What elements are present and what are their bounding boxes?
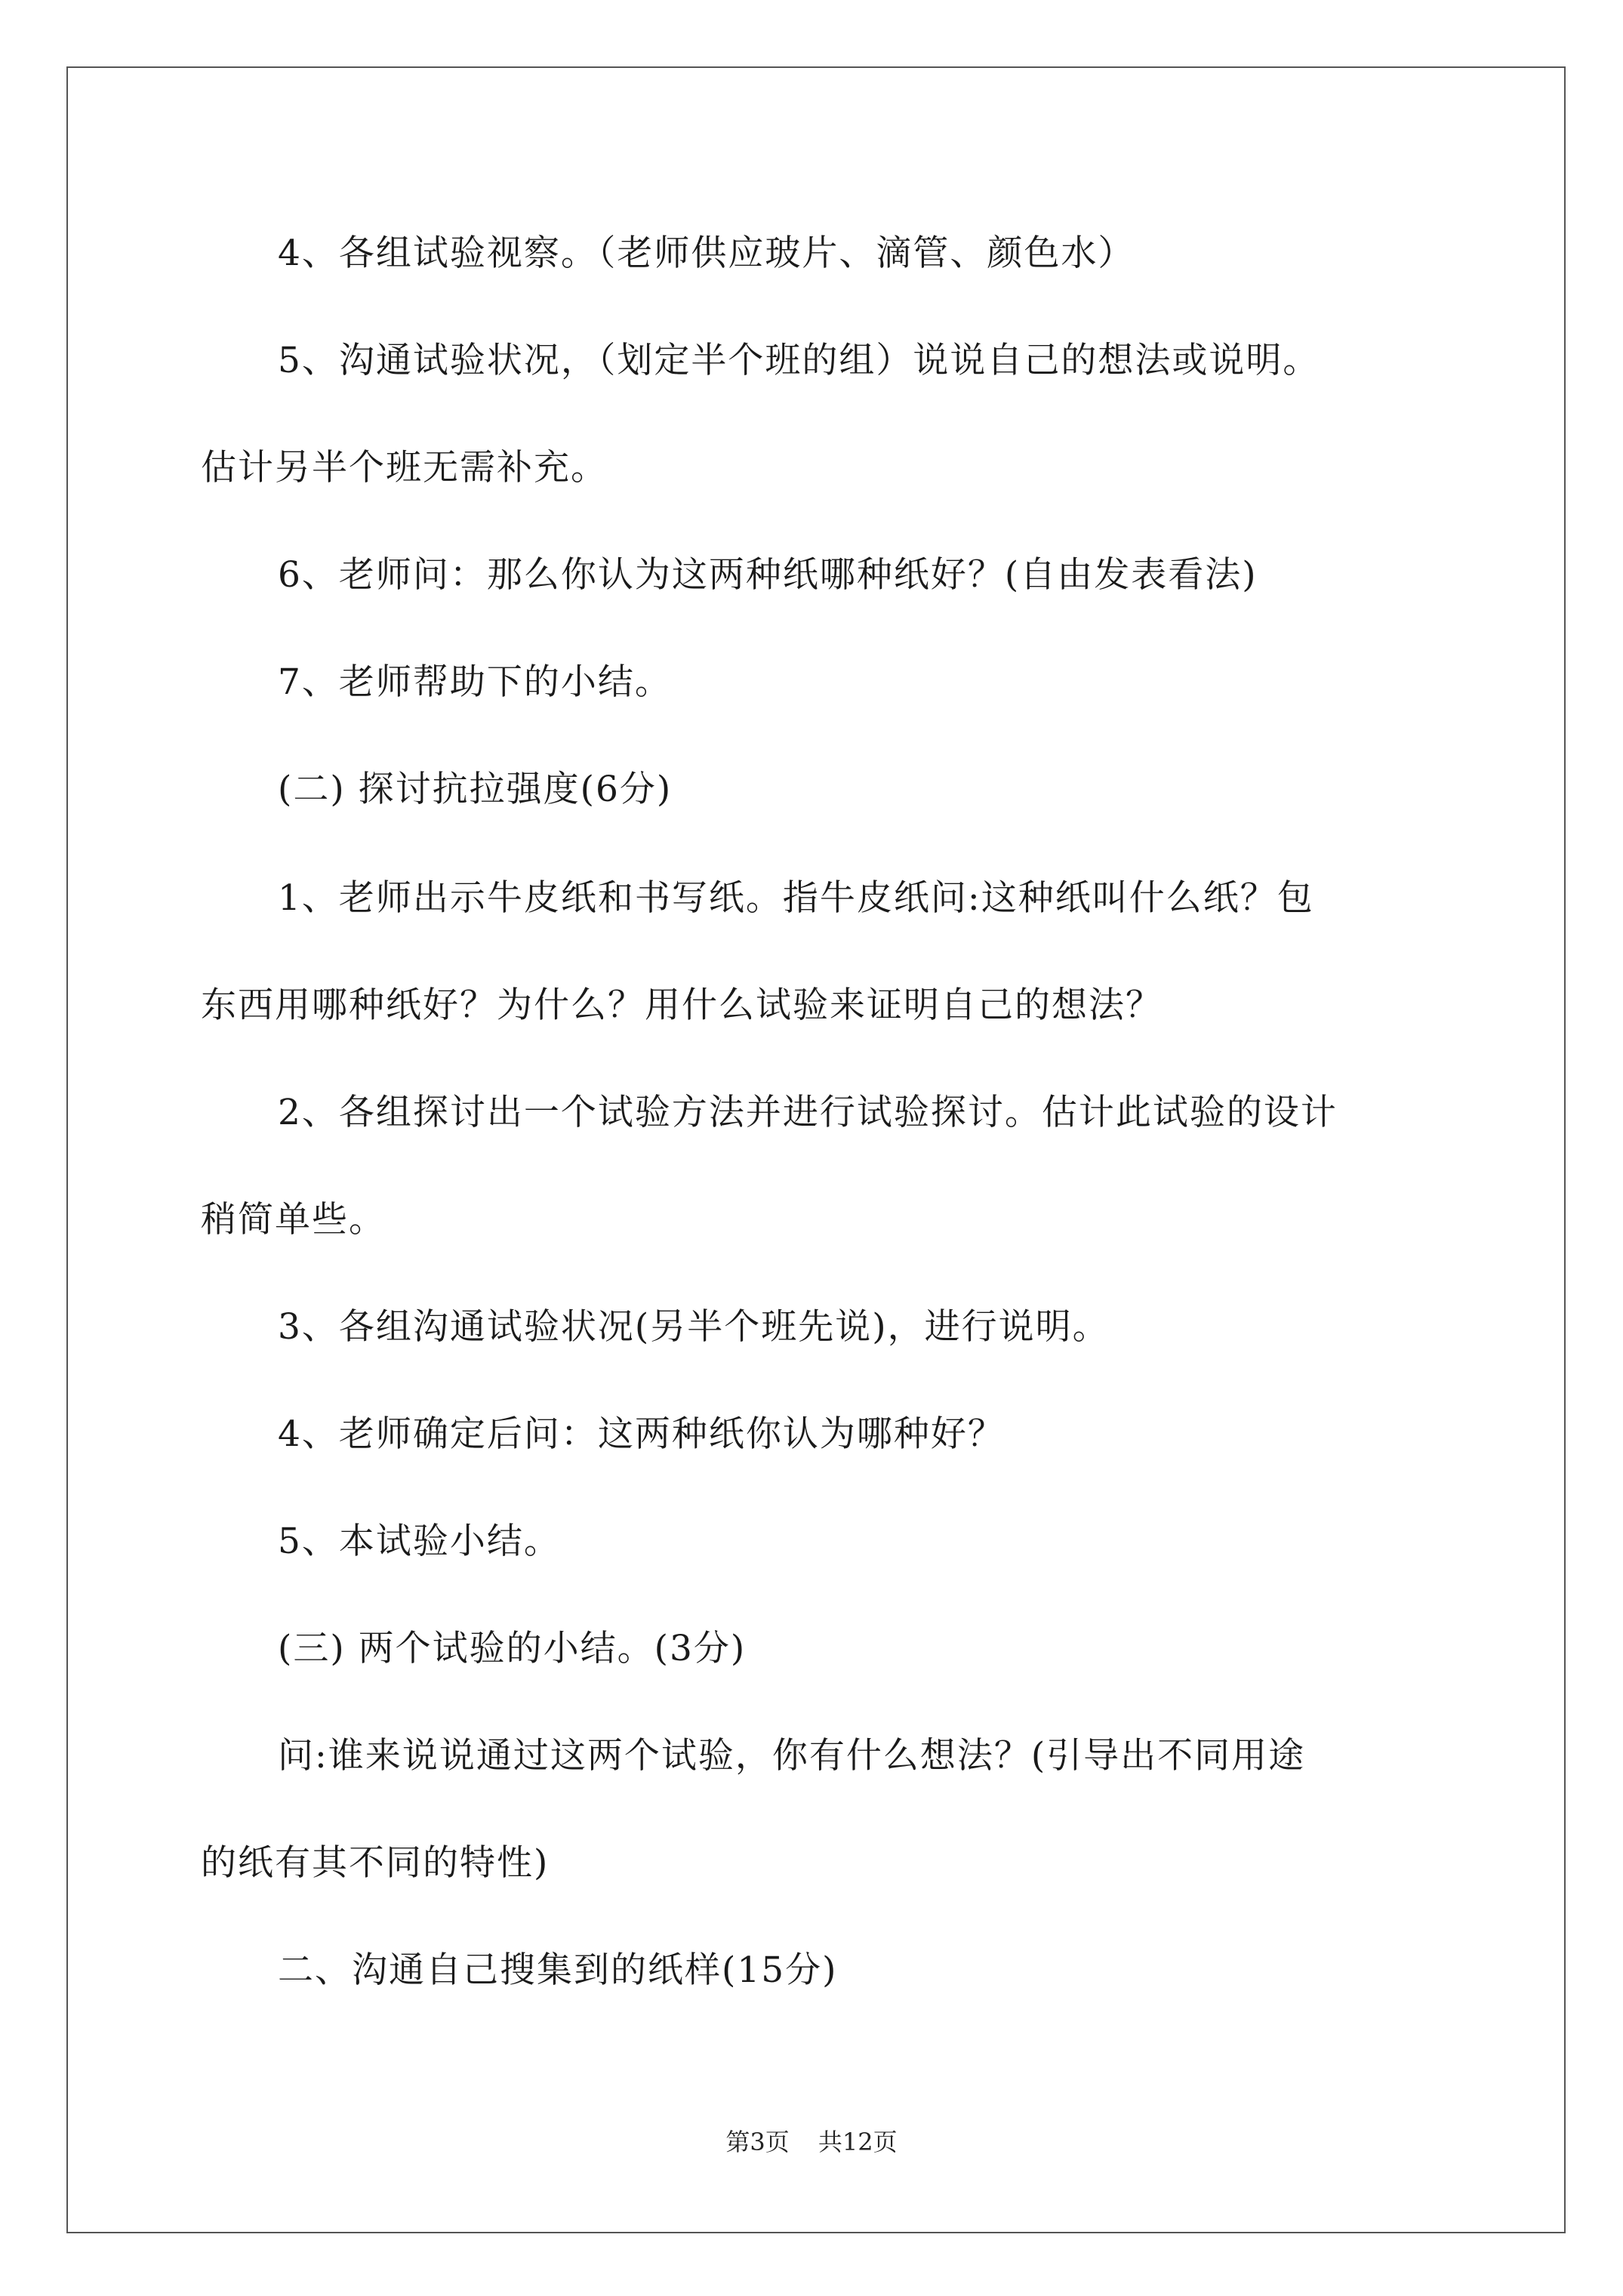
paragraph-line: 估计另半个班无需补充。 [201,447,608,488]
page-border [66,66,1566,2233]
section-heading: (三) 两个试验的小结。(3分) [278,1628,747,1669]
paragraph-line: 7、老师帮助下的小结。 [278,661,672,703]
paragraph-line: 2、各组探讨出一个试验方法并进行试验探讨。估计此试验的设计 [278,1092,1338,1133]
page-footer [0,2127,1623,2157]
paragraph-line: 6、老师问：那么你认为这两种纸哪种纸好？(自由发表看法) [278,554,1258,596]
paragraph-line: 4、老师确定后问：这两种纸你认为哪种好？ [278,1413,1005,1455]
paragraph-line: 3、各组沟通试验状况(另半个班先说)，进行说明。 [278,1306,1110,1348]
paragraph-line: 问:谁来说说通过这两个试验，你有什么想法？(引导出不同用途 [278,1735,1306,1777]
paragraph-line: 5、沟通试验状况，（划定半个班的组）说说自己的想法或说明。 [278,340,1320,381]
section-heading: (二) 探讨抗拉强度(6分) [278,769,673,810]
paragraph-line: 5、本试验小结。 [278,1521,561,1562]
page-number: 第3页 [725,2128,790,2156]
paragraph-line: 1、老师出示牛皮纸和书写纸。指牛皮纸问:这种纸叫什么纸？包 [278,877,1314,919]
paragraph-line: 东西用哪种纸好？为什么？用什么试验来证明自己的想法？ [201,985,1163,1026]
paragraph-line: 稍简单些。 [201,1199,386,1240]
page-total: 共12页 [818,2128,898,2156]
section-heading: 二、沟通自己搜集到的纸样(15分) [278,1949,838,1991]
paragraph-line: 4、各组试验视察。（老师供应玻片、滴管、颜色水） [278,233,1135,274]
paragraph-line: 的纸有其不同的特性) [201,1842,550,1884]
